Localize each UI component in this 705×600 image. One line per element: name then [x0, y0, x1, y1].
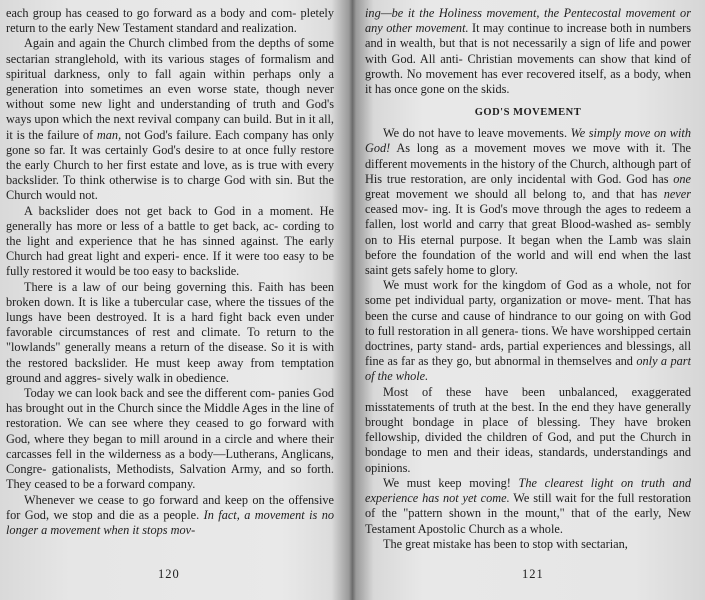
italic-text: We simply move on with God! [365, 126, 691, 156]
paragraph [6, 386, 334, 492]
italic-text: The clearest light on truth and experience has not yet come. [365, 475, 691, 506]
text-segment: Again and again the Church climbed from the depths of some sectarian stranglehold, with its various stages of formalism and spiritual darkness, only to fall again within perhaps only a generation into sometimes an even worse state, though never without some new light and understanding of truth and God's ways upon which the next revival company can build. But in it all, it is the failure of [6, 36, 334, 142]
paragraph [6, 493, 334, 539]
paragraph [365, 6, 691, 97]
paragraph [365, 126, 691, 278]
right-page-body [365, 126, 691, 552]
text-segment: We do not have to leave movements. [383, 126, 571, 141]
left-page [6, 6, 334, 594]
paragraph [6, 36, 334, 203]
text-segment: Today we can look back and see the different com- panies God has brought out in the Church since the Middle Ages in the line of restoration. We can see where they ceased to go forward with God, where they began to mill around in a circle and where their carcasses fell in the wilderness as a body—Lutherans, Anglicans, Congre- gationalists, Methodists, Salvation Army, and so forth. They ceased to be a forward company. [6, 386, 334, 492]
paragraph [6, 280, 334, 386]
text-segment: We must keep moving! [383, 475, 519, 490]
right-page [365, 6, 691, 594]
text-segment: The great mistake has been to stop with sectarian, [383, 536, 628, 551]
text-segment: ceased mov- ing. It is God's move through the ages to redeem a fallen, lost world and carry that great Blood-washed as- sembly on to His eternal purpose. It began when the Lamb was slain before the foundation of the world and will end when the last saint gets safely home to glory. [365, 202, 691, 278]
text-segment: not God's failure. Each company has only gone so far. It was certainly God's desire to at once fully restore the early Church to her first estate and love, as is true with every backslider. To think otherwise is to charge God with sin. But the Church would not. [6, 127, 334, 203]
section-heading: GOD'S MOVEMENT [474, 107, 582, 119]
text-segment: We must work for the kingdom of God as a whole, not for some pet individual party, organization or move- ment. That has been the curse and cause of hindrance to our going on with God to full restoration in all genera- tions. We have worshipped certain doctrines, party stand- ards, partial experiences and blessings, all fine as far as they go, but abnormal in themselves and [365, 278, 691, 369]
italic-text: one [673, 171, 691, 186]
paragraph [365, 385, 691, 476]
text-segment: great movement we should all belong to, and that has [365, 187, 664, 202]
italic-text: ing—be it the Holiness movement, the Pentecostal movement or any other movement. [365, 6, 691, 36]
paragraph [365, 476, 691, 537]
paragraph [365, 537, 691, 552]
paragraph [6, 6, 334, 36]
italic-text: In fact, a movement is no longer a movement when it stops mov- [6, 507, 334, 537]
italic-text: only a part of the whole. [365, 354, 691, 384]
left-page-number: 120 [158, 567, 180, 581]
italic-text: never [663, 187, 691, 202]
paragraph [365, 278, 691, 384]
text-segment: We still wait for the full restoration of the "pattern shown in the mount," that of the early, New Testament Apostolic Church as a whole. [365, 491, 691, 536]
text-segment: A backslider does not get back to God in a moment. He generally has more or less of a battle to get back, ac- cording to the light and experience that he has sinned against. The early Church had great light and experi- ence. If it were too easy to be fully restored it would be too easy to backslide. [6, 203, 334, 279]
text-segment: There is a law of our being governing this. Faith has been broken down. It is like a tubercular case, where the tissues of the lungs have been destroyed. It is a hard fight back even under favorable circumstances of rest and climate. To return to the "lowlands" generally means a return of the disease. So it is with the restored backslider. He must keep away from temptation ground and aggres- sively walk in obedience. [6, 279, 334, 385]
italic-text: man, [96, 127, 122, 142]
text-segment: Whenever we cease to go forward and keep on the offensive for God, we stop and die as a people. [6, 492, 334, 522]
right-page-number: 121 [522, 567, 544, 581]
left-page-body [6, 6, 334, 538]
text-segment: As long as a movement moves we move with it. The different movements in the history of the Church, although part of His true restoration, are only incidental with God. God has [365, 141, 691, 186]
right-page-body-top [365, 6, 691, 97]
text-segment: It may continue to increase both in numbers and in wealth, but that is not necessarily a sign of life and power with God. All anti- Christian movements can show that kind of growth. No movement has ever recovered itself, as a body, when it has once gone on the skids. [365, 21, 691, 97]
text-segment: each group has ceased to go forward as a body and com- pletely return to the early New Testament standard and realization. [6, 6, 334, 36]
paragraph [6, 204, 334, 280]
text-segment: Most of these have been unbalanced, exaggerated misstatements of truth at the best. In the end they have generally brought bondage in place of blessing. They have broken fellowship, divided the children of God, and put the Church in bondage to men and their ideas, standards, understandings and opinions. [365, 384, 691, 475]
